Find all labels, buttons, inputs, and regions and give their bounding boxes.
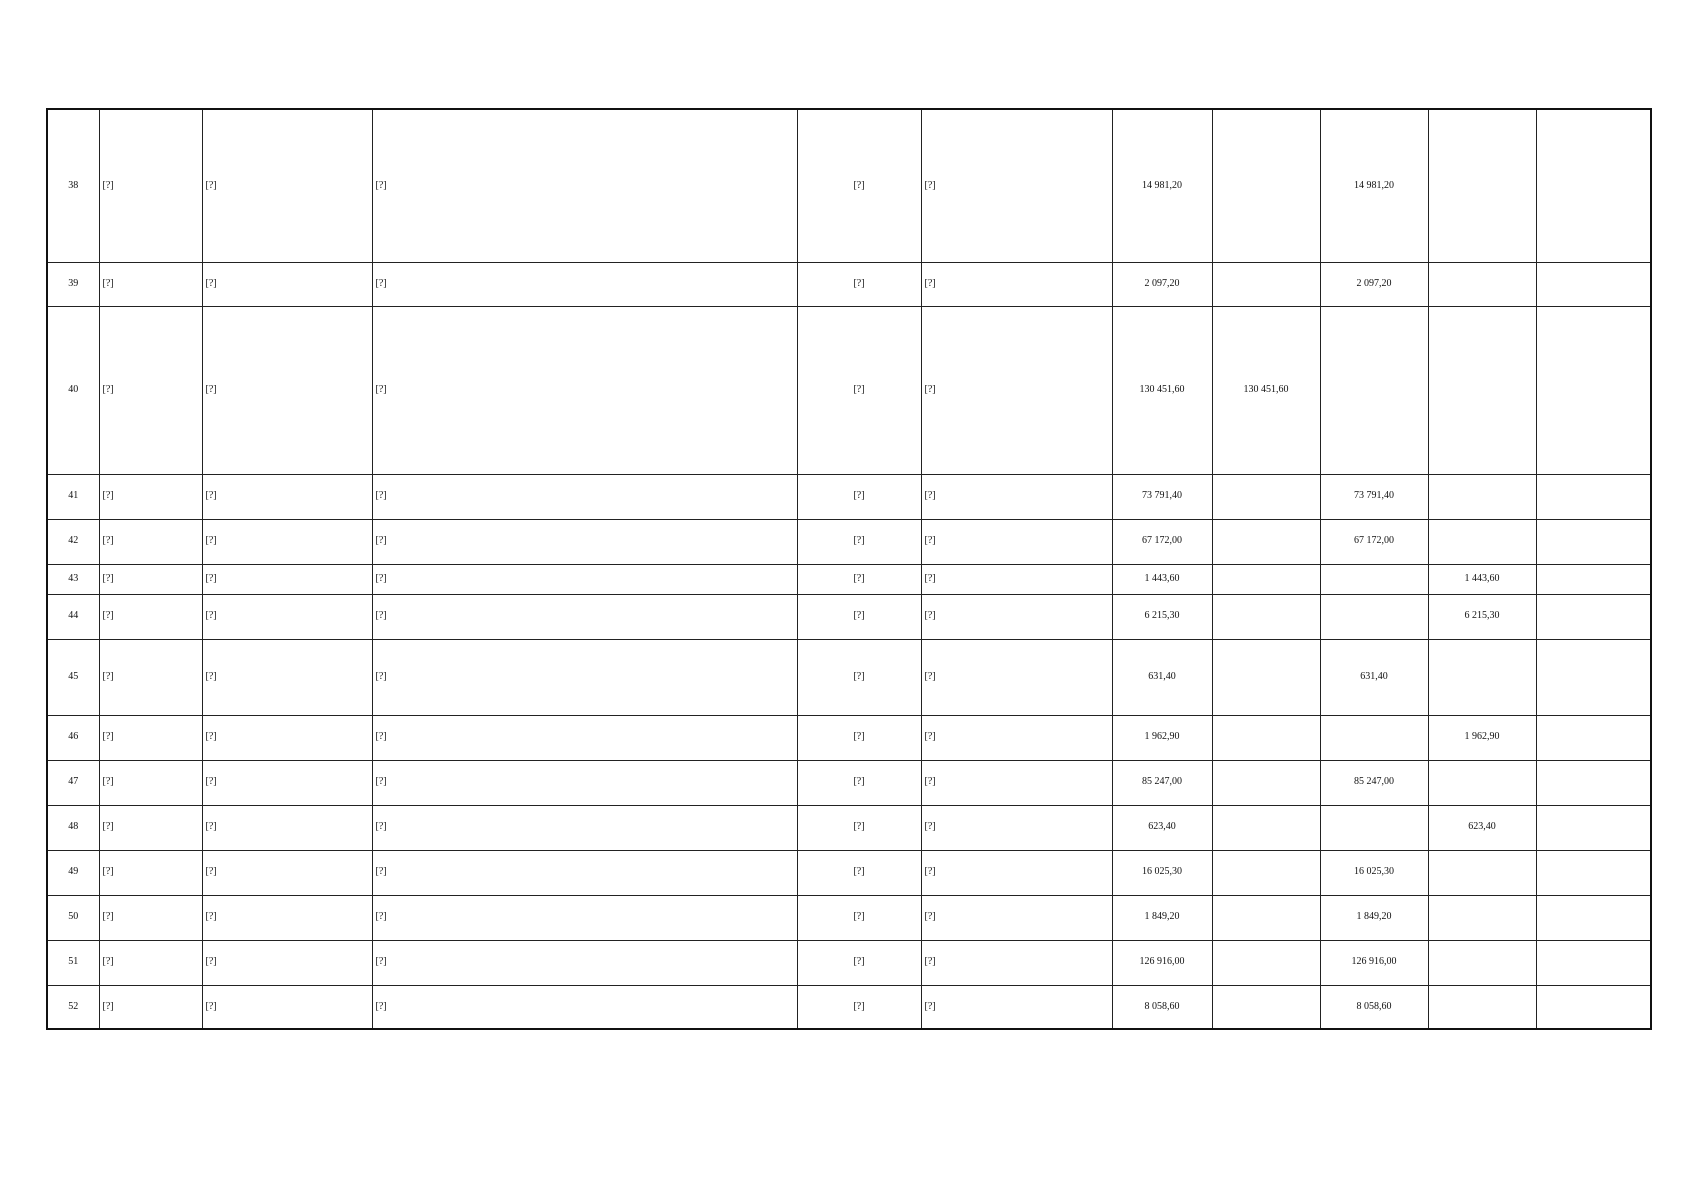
road-section: [?] <box>921 109 1112 262</box>
road-section: [?] <box>921 594 1112 639</box>
object-code: [?] <box>99 850 202 895</box>
street-name: [?] <box>202 895 372 940</box>
row-number: 48 <box>47 805 99 850</box>
area-column-d <box>1536 474 1651 519</box>
area-description: [?] <box>372 594 797 639</box>
table-row <box>47 895 1651 940</box>
area-column-d <box>1536 564 1651 594</box>
area-column-c <box>1428 639 1536 715</box>
area-column-d <box>1536 594 1651 639</box>
registry-number: [?] <box>797 940 921 985</box>
table-row <box>47 474 1651 519</box>
total-area: 73 791,40 <box>1112 474 1212 519</box>
road-section: [?] <box>921 474 1112 519</box>
street-name: [?] <box>202 594 372 639</box>
area-column-b: 2 097,20 <box>1320 262 1428 306</box>
object-code: [?] <box>99 639 202 715</box>
road-section: [?] <box>921 639 1112 715</box>
area-column-a <box>1212 594 1320 639</box>
street-name: [?] <box>202 940 372 985</box>
object-code: [?] <box>99 262 202 306</box>
area-column-b: 8 058,60 <box>1320 985 1428 1029</box>
area-description: [?] <box>372 895 797 940</box>
area-column-d <box>1536 519 1651 564</box>
table-row <box>47 985 1651 1029</box>
object-code: [?] <box>99 940 202 985</box>
area-column-a: 130 451,60 <box>1212 306 1320 474</box>
area-column-c <box>1428 519 1536 564</box>
area-description: [?] <box>372 940 797 985</box>
registry-number: [?] <box>797 594 921 639</box>
area-column-b: 16 025,30 <box>1320 850 1428 895</box>
registry-number: [?] <box>797 109 921 262</box>
road-section: [?] <box>921 262 1112 306</box>
total-area: 16 025,30 <box>1112 850 1212 895</box>
registry-number: [?] <box>797 262 921 306</box>
table-row <box>47 564 1651 594</box>
street-name: [?] <box>202 564 372 594</box>
area-column-a <box>1212 760 1320 805</box>
area-column-b: 85 247,00 <box>1320 760 1428 805</box>
area-column-d <box>1536 850 1651 895</box>
object-code: [?] <box>99 306 202 474</box>
table-row <box>47 715 1651 760</box>
table-row <box>47 594 1651 639</box>
area-column-d <box>1536 940 1651 985</box>
area-description: [?] <box>372 985 797 1029</box>
row-number: 46 <box>47 715 99 760</box>
area-column-b: 631,40 <box>1320 639 1428 715</box>
area-column-b: 126 916,00 <box>1320 940 1428 985</box>
area-column-d <box>1536 895 1651 940</box>
total-area: 85 247,00 <box>1112 760 1212 805</box>
object-code: [?] <box>99 519 202 564</box>
table-row <box>47 519 1651 564</box>
table-row <box>47 760 1651 805</box>
area-column-d <box>1536 109 1651 262</box>
area-column-a <box>1212 895 1320 940</box>
area-column-b: 67 172,00 <box>1320 519 1428 564</box>
registry-number: [?] <box>797 474 921 519</box>
area-column-d <box>1536 715 1651 760</box>
row-number: 41 <box>47 474 99 519</box>
area-column-a <box>1212 805 1320 850</box>
area-column-a <box>1212 519 1320 564</box>
row-number: 52 <box>47 985 99 1029</box>
table-row <box>47 639 1651 715</box>
table-row <box>47 805 1651 850</box>
area-description: [?] <box>372 306 797 474</box>
object-code: [?] <box>99 564 202 594</box>
object-code: [?] <box>99 109 202 262</box>
registry-number: [?] <box>797 760 921 805</box>
road-section: [?] <box>921 805 1112 850</box>
area-column-a <box>1212 262 1320 306</box>
area-column-c: 623,40 <box>1428 805 1536 850</box>
area-column-a <box>1212 940 1320 985</box>
table-row <box>47 306 1651 474</box>
object-code: [?] <box>99 760 202 805</box>
area-description: [?] <box>372 760 797 805</box>
street-name: [?] <box>202 850 372 895</box>
total-area: 8 058,60 <box>1112 985 1212 1029</box>
area-column-c <box>1428 985 1536 1029</box>
row-number: 47 <box>47 760 99 805</box>
road-section: [?] <box>921 715 1112 760</box>
registry-number: [?] <box>797 519 921 564</box>
area-column-c: 1 443,60 <box>1428 564 1536 594</box>
row-number: 49 <box>47 850 99 895</box>
road-section: [?] <box>921 940 1112 985</box>
object-code: [?] <box>99 895 202 940</box>
area-description: [?] <box>372 850 797 895</box>
area-column-b <box>1320 306 1428 474</box>
object-code: [?] <box>99 805 202 850</box>
street-name: [?] <box>202 805 372 850</box>
object-code: [?] <box>99 715 202 760</box>
street-name: [?] <box>202 985 372 1029</box>
table-body <box>47 109 1651 1029</box>
area-column-b <box>1320 805 1428 850</box>
area-column-a <box>1212 109 1320 262</box>
data-table <box>46 108 1652 1030</box>
area-description: [?] <box>372 639 797 715</box>
registry-number: [?] <box>797 306 921 474</box>
table-row <box>47 109 1651 262</box>
total-area: 2 097,20 <box>1112 262 1212 306</box>
road-section: [?] <box>921 306 1112 474</box>
area-description: [?] <box>372 109 797 262</box>
area-column-b <box>1320 715 1428 760</box>
area-column-b <box>1320 594 1428 639</box>
street-name: [?] <box>202 306 372 474</box>
area-column-d <box>1536 306 1651 474</box>
road-section: [?] <box>921 850 1112 895</box>
registry-number: [?] <box>797 715 921 760</box>
road-section: [?] <box>921 519 1112 564</box>
road-section: [?] <box>921 895 1112 940</box>
row-number: 44 <box>47 594 99 639</box>
total-area: 130 451,60 <box>1112 306 1212 474</box>
area-column-a <box>1212 564 1320 594</box>
total-area: 1 962,90 <box>1112 715 1212 760</box>
area-description: [?] <box>372 519 797 564</box>
row-number: 40 <box>47 306 99 474</box>
street-name: [?] <box>202 519 372 564</box>
area-column-a <box>1212 474 1320 519</box>
area-column-d <box>1536 985 1651 1029</box>
registry-number: [?] <box>797 564 921 594</box>
total-area: 1 443,60 <box>1112 564 1212 594</box>
street-name: [?] <box>202 760 372 805</box>
row-number: 38 <box>47 109 99 262</box>
registry-number: [?] <box>797 895 921 940</box>
registry-number: [?] <box>797 985 921 1029</box>
area-column-b: 14 981,20 <box>1320 109 1428 262</box>
area-column-a <box>1212 985 1320 1029</box>
total-area: 126 916,00 <box>1112 940 1212 985</box>
total-area: 6 215,30 <box>1112 594 1212 639</box>
row-number: 39 <box>47 262 99 306</box>
registry-number: [?] <box>797 850 921 895</box>
table-row <box>47 940 1651 985</box>
area-column-a <box>1212 715 1320 760</box>
area-column-c: 6 215,30 <box>1428 594 1536 639</box>
row-number: 45 <box>47 639 99 715</box>
area-description: [?] <box>372 715 797 760</box>
area-column-c: 1 962,90 <box>1428 715 1536 760</box>
area-column-d <box>1536 760 1651 805</box>
area-column-d <box>1536 639 1651 715</box>
total-area: 14 981,20 <box>1112 109 1212 262</box>
area-column-c <box>1428 262 1536 306</box>
area-description: [?] <box>372 564 797 594</box>
street-name: [?] <box>202 715 372 760</box>
area-description: [?] <box>372 262 797 306</box>
row-number: 43 <box>47 564 99 594</box>
object-code: [?] <box>99 985 202 1029</box>
area-column-c <box>1428 306 1536 474</box>
area-description: [?] <box>372 805 797 850</box>
row-number: 42 <box>47 519 99 564</box>
total-area: 67 172,00 <box>1112 519 1212 564</box>
area-column-d <box>1536 805 1651 850</box>
registry-number: [?] <box>797 639 921 715</box>
row-number: 51 <box>47 940 99 985</box>
area-column-c <box>1428 474 1536 519</box>
total-area: 631,40 <box>1112 639 1212 715</box>
area-column-a <box>1212 850 1320 895</box>
road-section: [?] <box>921 985 1112 1029</box>
object-code: [?] <box>99 474 202 519</box>
total-area: 1 849,20 <box>1112 895 1212 940</box>
registry-number: [?] <box>797 805 921 850</box>
area-column-b <box>1320 564 1428 594</box>
area-column-c <box>1428 109 1536 262</box>
area-column-c <box>1428 940 1536 985</box>
table-row <box>47 262 1651 306</box>
area-column-c <box>1428 760 1536 805</box>
area-column-c <box>1428 850 1536 895</box>
object-code: [?] <box>99 594 202 639</box>
street-name: [?] <box>202 262 372 306</box>
area-description: [?] <box>372 474 797 519</box>
street-name: [?] <box>202 109 372 262</box>
road-section: [?] <box>921 564 1112 594</box>
row-number: 50 <box>47 895 99 940</box>
area-column-b: 1 849,20 <box>1320 895 1428 940</box>
street-name: [?] <box>202 474 372 519</box>
area-column-d <box>1536 262 1651 306</box>
street-name: [?] <box>202 639 372 715</box>
road-section: [?] <box>921 760 1112 805</box>
area-column-c <box>1428 895 1536 940</box>
area-column-b: 73 791,40 <box>1320 474 1428 519</box>
area-column-a <box>1212 639 1320 715</box>
table-row <box>47 850 1651 895</box>
total-area: 623,40 <box>1112 805 1212 850</box>
